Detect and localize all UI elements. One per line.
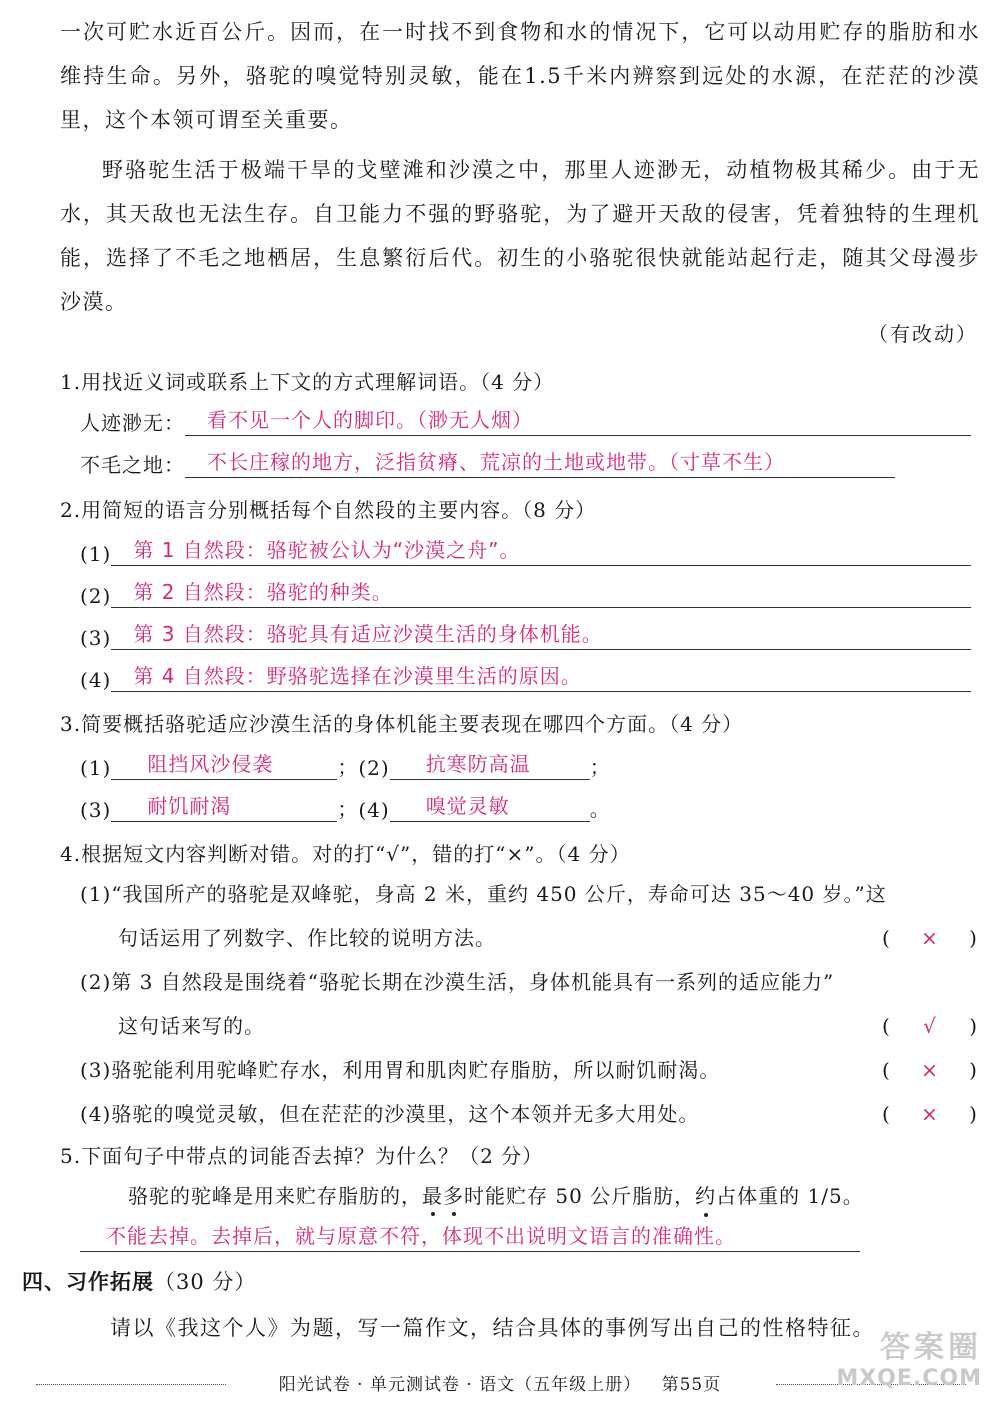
q4-item-2-answer-box[interactable] — [882, 1004, 978, 1048]
q3-item-1-number: (1) — [80, 756, 112, 780]
q3-item-2-number: (2) — [358, 756, 390, 780]
q1-item-1 — [80, 406, 971, 436]
q2-item-2 — [80, 578, 971, 608]
q1-item-2-label: 不毛之地： — [80, 453, 185, 477]
watermark-logo-text: 答案圈 — [880, 1330, 982, 1365]
q4-item-2-mark: √ — [923, 1014, 937, 1038]
paren-open: ( — [882, 1014, 891, 1038]
section-4-heading — [22, 1266, 256, 1296]
q5-dotted-word — [422, 1180, 464, 1209]
q4-item-3-answer-box[interactable] — [882, 1048, 978, 1092]
paren-close: ) — [969, 1058, 978, 1082]
q4-item-1-text: (1)“我国所产的骆驼是双峰驼，身高 2 米，重约 450 公斤，寿命可达 35～40 岁。”这 — [80, 882, 887, 906]
q3-row-1 — [80, 750, 611, 780]
section-4-score: （30 分） — [154, 1270, 257, 1294]
q5-sentence-part-3: 占体重的 1/5。 — [716, 1184, 864, 1208]
q2-item-3-answer[interactable]: 第 3 自然段：骆驼具有适应沙漠生活的身体机能。 — [111, 620, 971, 650]
q1-item-2-answer[interactable]: 不长庄稼的地方，泛指贫瘠、荒凉的土地或地带。（寸草不生） — [185, 448, 895, 478]
q4-item-4-mark: × — [921, 1102, 939, 1126]
q3-separator: ； — [337, 755, 359, 779]
q4-items — [80, 872, 978, 1136]
q1-item-2 — [80, 448, 895, 478]
q2-item-4-number: (4) — [80, 668, 112, 692]
q5-dotted-char-2: 多 — [443, 1184, 464, 1208]
q4-item-1-mark: × — [921, 926, 939, 950]
page-number: 第55页 — [661, 1375, 722, 1395]
q3-end-mark: 。 — [589, 797, 611, 821]
q4-item-1-answer-box[interactable] — [882, 916, 978, 960]
q2-item-2-number: (2) — [80, 584, 112, 608]
question-4-title: 4.根据短文内容判断对错。对的打“√”，错的打“×”。（4 分） — [60, 842, 631, 866]
q5-answer-row — [80, 1222, 860, 1252]
q4-item-1-text-cont: 句话运用了列数字、作比较的说明方法。 — [118, 926, 496, 950]
footer-series-title: 阳光试卷 · 单元测试卷 · 语文（五年级上册） — [278, 1375, 642, 1395]
q4-item-4-text: (4)骆驼的嗅觉灵敏，但在茫茫的沙漠里，这个本领并无多大用处。 — [80, 1102, 700, 1126]
q3-separator: ； — [589, 755, 611, 779]
q4-item-3-text: (3)骆驼能利用驼峰贮存水，利用胃和肌肉贮存脂肪，所以耐饥耐渴。 — [80, 1058, 721, 1082]
passage-paragraph-2: 野骆驼生活于极端干旱的戈壁滩和沙漠之中，那里人迹渺无，动植物极其稀少。由于无水，其天敌也无法生存。自卫能力不强的野骆驼，为了避开天敌的侵害，凭着独特的生理机能，选择了不毛之地栖居，生息繁衍后代。初生的小骆驼很快就能站起行走，随其父母漫步沙漠。 — [60, 158, 980, 314]
q2-item-1 — [80, 536, 971, 566]
q2-item-1-answer[interactable]: 第 1 自然段：骆驼被公认为“沙漠之舟”。 — [111, 536, 971, 566]
q3-separator: ； — [337, 797, 359, 821]
q3-item-3-number: (3) — [80, 798, 112, 822]
passage-paragraph-1: 一次可贮水近百公斤。因而，在一时找不到食物和水的情况下，它可以动用贮存的脂肪和水维持生命。另外，骆驼的嗅觉特别灵敏，能在1.5千米内辨察到远处的水源，在茫茫的沙漠里，这个本领可谓至关重要。 — [60, 20, 980, 132]
paren-open: ( — [882, 926, 891, 950]
q4-item-1-line-1 — [80, 872, 978, 916]
q2-item-3 — [80, 620, 971, 650]
q5-dotted-char-1: 最 — [422, 1184, 443, 1208]
q2-item-1-number: (1) — [80, 542, 112, 566]
paren-open: ( — [882, 1058, 891, 1082]
q3-item-4-answer[interactable]: 嗅觉灵敏 — [390, 792, 590, 822]
q5-dotted-word-2: 约 — [695, 1180, 716, 1209]
q5-answer[interactable]: 不能去掉。去掉后，就与原意不符，体现不出说明文语言的准确性。 — [80, 1222, 860, 1252]
q2-item-2-answer[interactable]: 第 2 自然段：骆驼的种类。 — [111, 578, 971, 608]
adaptation-note: （有改动） — [868, 322, 978, 346]
q4-item-2-text: (2)第 3 自然段是围绕着“骆驼长期在沙漠生活，身体机能具有一系列的适应能力” — [80, 970, 835, 994]
q4-item-2-text-cont: 这句话来写的。 — [118, 1014, 265, 1038]
q3-row-2 — [80, 792, 611, 822]
q5-sentence — [128, 1180, 864, 1209]
q3-item-3-answer[interactable]: 耐饥耐渴 — [111, 792, 337, 822]
q2-item-4 — [80, 662, 971, 692]
q2-item-4-answer[interactable]: 第 4 自然段：野骆驼选择在沙漠里生活的原因。 — [111, 662, 971, 692]
q5-sentence-part-2: 时能贮存 50 公斤脂肪， — [464, 1184, 696, 1208]
footer-content — [267, 1375, 733, 1395]
q4-item-4-line — [80, 1092, 978, 1136]
q3-item-4-number: (4) — [358, 798, 390, 822]
q4-item-1-line-2 — [80, 916, 978, 960]
q4-item-2-line-1 — [80, 960, 978, 1004]
question-3-title: 3.简要概括骆驼适应沙漠生活的身体机能主要表现在哪四个方面。（4 分） — [60, 712, 744, 736]
q4-item-2-line-2 — [80, 1004, 978, 1048]
watermark-url: MXQE.COM — [836, 1366, 982, 1391]
q4-item-3-mark: × — [921, 1058, 939, 1082]
q3-item-1-answer[interactable]: 阻挡风沙侵袭 — [111, 750, 337, 780]
paren-open: ( — [882, 1102, 891, 1126]
q1-item-1-label: 人迹渺无： — [80, 411, 185, 435]
paren-close: ) — [969, 1102, 978, 1126]
question-2-title: 2.用简短的语言分别概括每个自然段的主要内容。（8 分） — [60, 498, 597, 522]
q4-item-4-answer-box[interactable] — [882, 1092, 978, 1136]
section-4-title: 四、习作拓展 — [22, 1269, 154, 1294]
question-5-title: 5.下面句子中带点的词能否去掉？为什么？（2 分） — [60, 1144, 544, 1168]
paren-close: ) — [969, 926, 978, 950]
q5-sentence-part-1: 骆驼的驼峰是用来贮存脂肪的， — [128, 1184, 422, 1208]
watermark — [836, 1322, 982, 1391]
q2-item-3-number: (3) — [80, 626, 112, 650]
paren-close: ) — [969, 1014, 978, 1038]
q3-item-2-answer[interactable]: 抗寒防高温 — [390, 750, 590, 780]
q4-item-3-line — [80, 1048, 978, 1092]
q1-item-1-answer[interactable]: 看不见一个人的脚印。（渺无人烟） — [185, 406, 971, 436]
question-1-title: 1.用找近义词或联系上下文的方式理解词语。（4 分） — [60, 370, 555, 394]
writing-prompt: 请以《我这个人》为题，写一篇作文，结合具体的事例写出自己的性格特征。 — [110, 1316, 875, 1340]
